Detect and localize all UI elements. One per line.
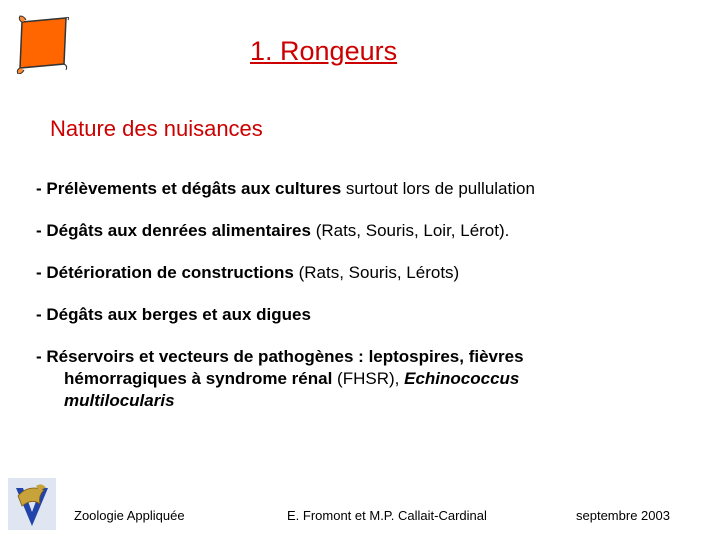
footer-authors: E. Fromont et M.P. Callait-Cardinal [287,508,487,523]
list-item [36,178,696,200]
bullet-normal-text: surtout lors de pullulation [341,179,535,198]
bullet-normal-text: (FHSR), [332,369,405,388]
section-subtitle: Nature des nuisances [50,116,263,141]
footer-course: Zoologie Appliquée [74,508,185,523]
bullet-bold-text: - Dégâts aux denrées alimentaires [36,221,311,240]
bullet-normal-text: (Rats, Souris, Loir, Lérot). [310,221,510,240]
footer-date: septembre 2003 [576,508,670,523]
bullet-italic-text: multilocularis [64,391,175,410]
bullet-bold-text: - Dégâts aux berges et aux digues [36,305,311,324]
list-item [36,262,696,284]
page-title: 1. Rongeurs [250,36,398,66]
school-logo-icon [8,478,56,530]
scroll-icon [14,14,70,74]
list-item [36,346,696,412]
bullet-bold-text: - Détérioration de constructions [36,263,294,282]
bullet-italic-text: Echinococcus [404,369,520,388]
list-item [36,304,696,326]
bullet-bold-text: - Prélèvements et dégâts aux cultures [36,179,342,198]
bullet-bold-text: - Réservoirs et vecteurs de pathogènes : leptospires, fièvres [36,347,524,366]
bullet-normal-text: (Rats, Souris, Lérots) [293,263,460,282]
bullet-list [36,178,696,432]
list-item [36,220,696,242]
bullet-bold-text: hémorragiques à syndrome rénal [64,369,333,388]
